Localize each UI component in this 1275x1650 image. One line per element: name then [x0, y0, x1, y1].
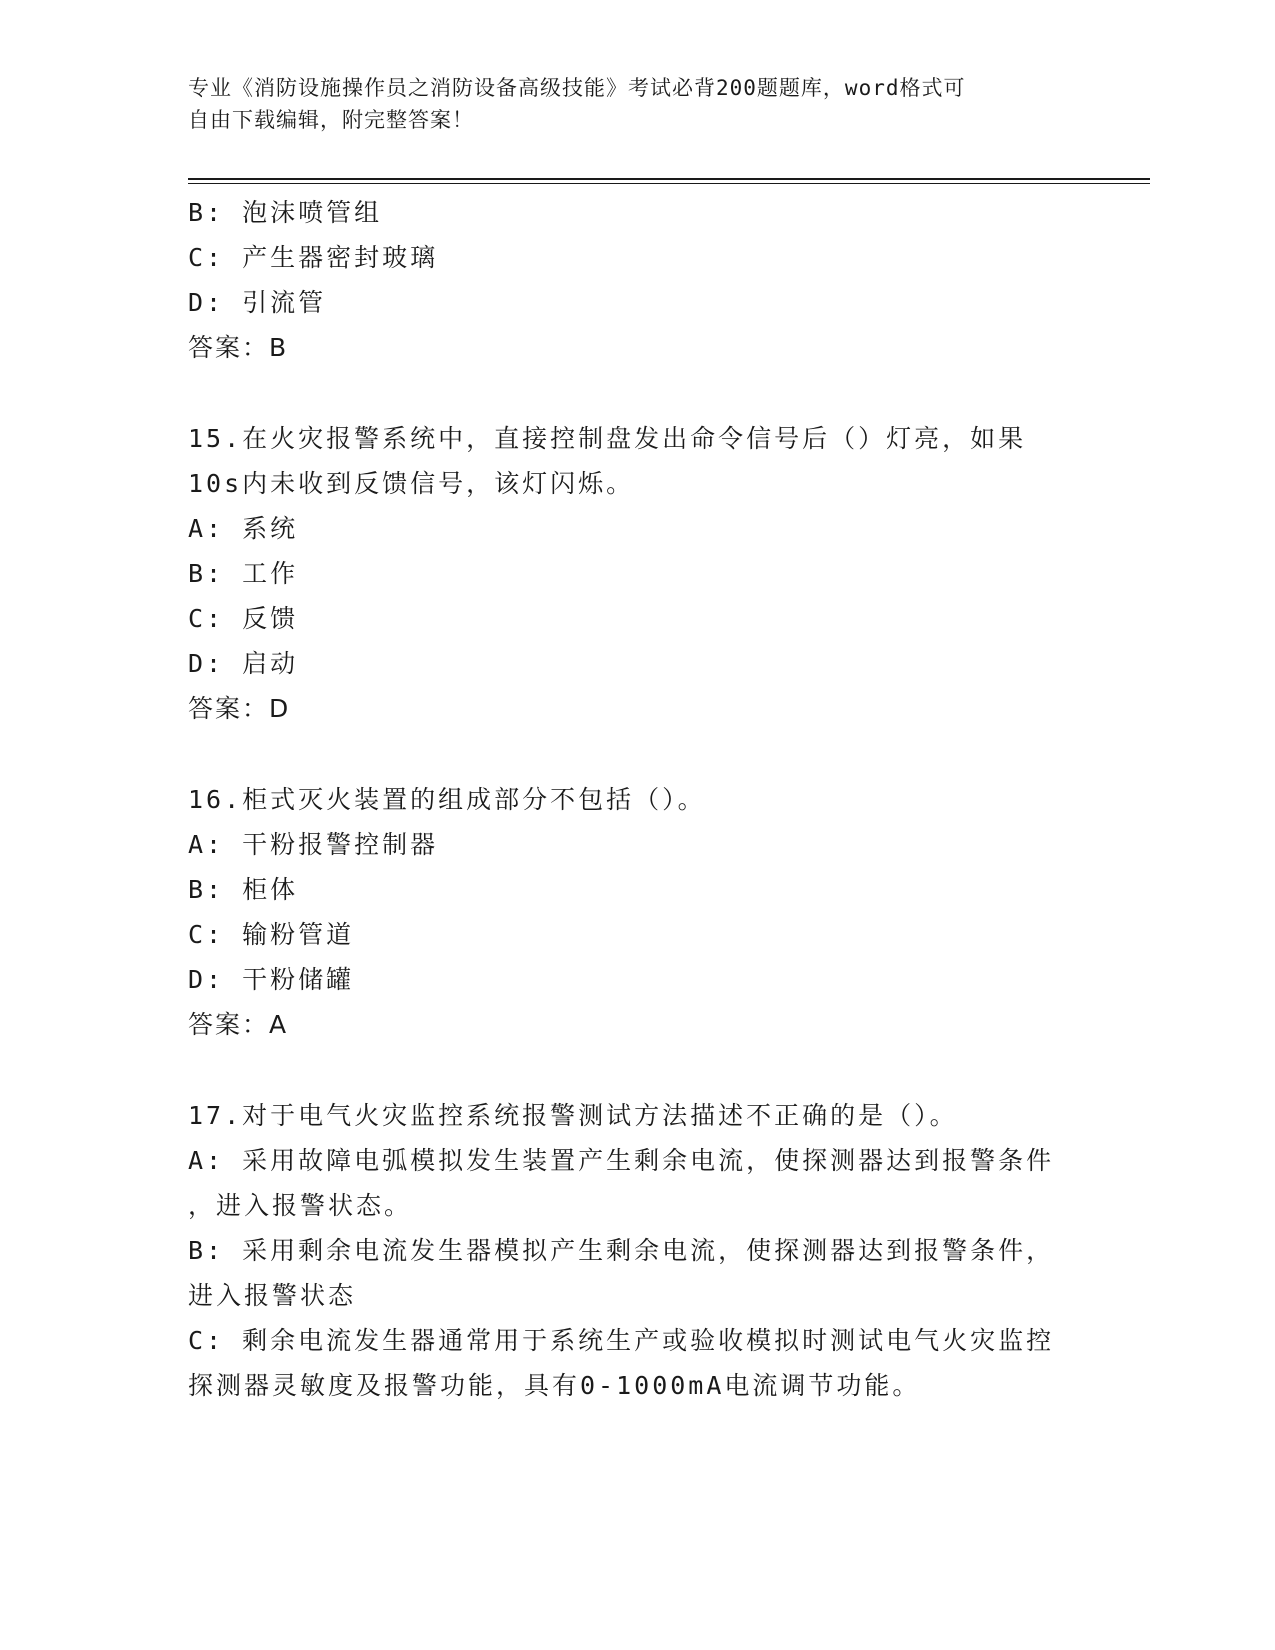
option-c-continued: 探测器灵敏度及报警功能，具有0-1000mA电流调节功能。 [188, 1371, 921, 1400]
answer: 答案：D [188, 694, 291, 723]
question-stem-continued: 10s内未收到反馈信号，该灯闪烁。 [188, 469, 635, 498]
question-15 [188, 416, 1088, 731]
question-list [188, 190, 1088, 1408]
spacer [188, 731, 1088, 777]
question-stem: 17.对于电气火灾监控系统报警测试方法描述不正确的是（）。 [188, 1101, 958, 1130]
question-14 [188, 190, 1088, 370]
header-title-line-1: 专业《消防设施操作员之消防设备高级技能》考试必背200题题库，word格式可 [188, 76, 966, 100]
option-d: D: 干粉储罐 [188, 965, 355, 994]
option-b-continued: 进入报警状态 [188, 1281, 357, 1310]
question-stem: 15.在火灾报警系统中，直接控制盘发出命令信号后（）灯亮，如果 [188, 424, 1027, 453]
header-title-line-2: 自由下载编辑，附完整答案！ [188, 108, 474, 132]
spacer [188, 1047, 1088, 1093]
answer: 答案：B [188, 333, 289, 362]
option-c: C: 反馈 [188, 604, 299, 633]
option-b: B: 柜体 [188, 875, 299, 904]
header-divider-thick [188, 178, 1150, 180]
spacer [188, 370, 1088, 416]
header-divider-thin [188, 183, 1150, 184]
question-stem: 16.柜式灭火装置的组成部分不包括（）。 [188, 785, 706, 814]
option-c: C: 输粉管道 [188, 920, 355, 949]
option-b: B: 采用剩余电流发生器模拟产生剩余电流，使探测器达到报警条件， [188, 1236, 1055, 1265]
option-c: C: 产生器密封玻璃 [188, 243, 439, 272]
question-17 [188, 1093, 1088, 1408]
option-d: D: 启动 [188, 649, 299, 678]
option-a-continued: ，进入报警状态。 [188, 1191, 413, 1220]
option-a: A: 干粉报警控制器 [188, 830, 439, 859]
option-a: A: 采用故障电弧模拟发生装置产生剩余电流，使探测器达到报警条件 [188, 1146, 1055, 1175]
option-b: B: 泡沫喷管组 [188, 198, 383, 227]
answer: 答案：A [188, 1010, 289, 1039]
option-d: D: 引流管 [188, 288, 327, 317]
option-b: B: 工作 [188, 559, 299, 588]
option-c: C: 剩余电流发生器通常用于系统生产或验收模拟时测试电气火灾监控 [188, 1326, 1055, 1355]
option-a: A: 系统 [188, 514, 299, 543]
document-header [188, 72, 1088, 136]
question-16 [188, 777, 1088, 1047]
